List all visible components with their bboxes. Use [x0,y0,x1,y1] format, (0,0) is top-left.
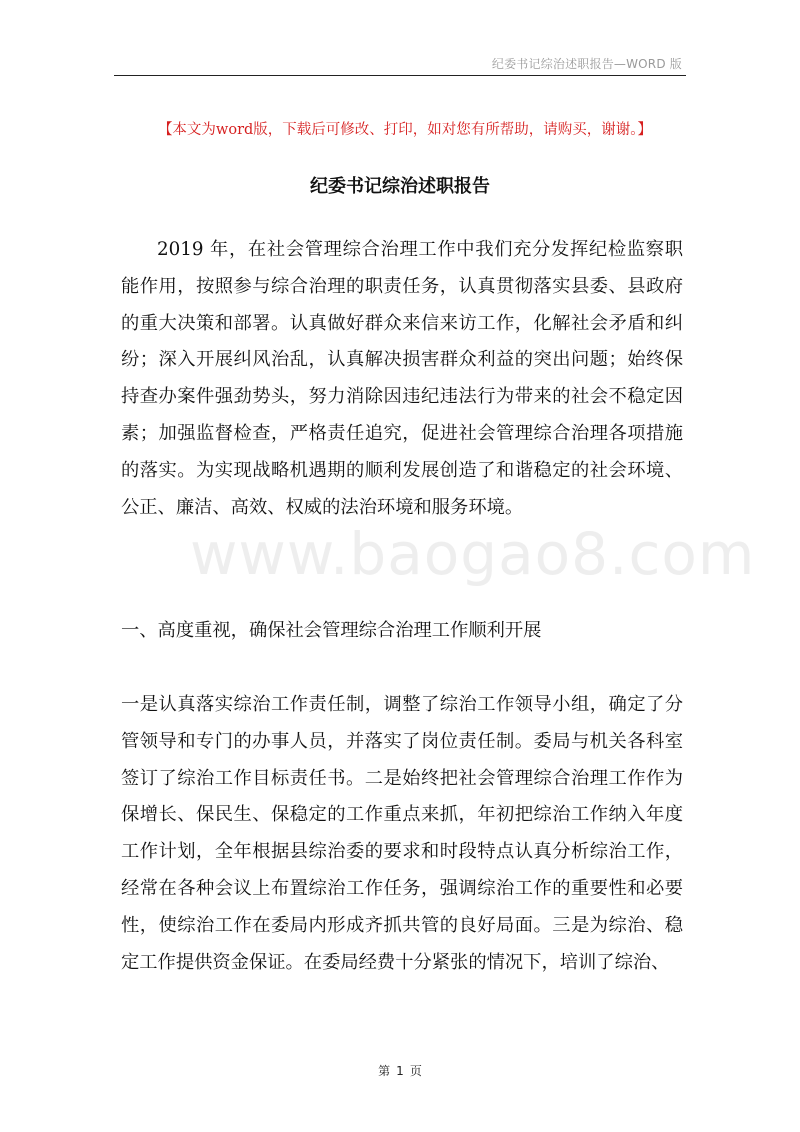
page-number-suffix: 页 [409,1064,422,1078]
page-number-prefix: 第 [378,1064,391,1078]
document-title: 纪委书记综治述职报告 [310,176,490,197]
watermark: www.baogao8.com [190,520,756,588]
purchase-notice: 【本文为word版，下载后可修改、打印，如对您有所帮助，请购买，谢谢。】 [157,122,653,138]
body-paragraph-intro: 2019 年，在社会管理综合治理工作中我们充分发挥纪检监察职能作用，按照参与综合治理的职责任务，认真贯彻落实县委、县政府的重大决策和部署。认真做好群众来信来访工作，化解社会矛盾和纠纷；深入开展纠风治乱，认真解决损害群众利益的突出问题；始终保持查办案件强劲势头，努力消除因违纪违法行为带来的社会不稳定因素；加强监督检查，严格责任追究，促进社会管理综合治理各项措施的落实。为实现战略机遇期的顺利发展创造了和谐稳定的社会环境、公正、廉洁、高效、权威的法治环境和服务环境。 [121,239,683,518]
header-divider [114,75,686,76]
page-footer [0,1062,800,1079]
page-number: 1 [396,1064,404,1078]
running-header: 纪委书记综治述职报告—WORD 版 [491,57,682,71]
body-paragraph-section-1: 一是认真落实综治工作责任制，调整了综治工作领导小组，确定了分管领导和专门的办事人员，并落实了岗位责任制。委局与机关各科室签订了综治工作目标责任书。二是始终把社会管理综合治理工作作为保增长、保民生、保稳定的工作重点来抓，年初把综治工作纳入年度工作计划，全年根据县综治委的要求和时段特点认真分析综治工作，经常在各种会议上布置综治工作任务，强调综治工作的重要性和必要性，使综治工作在委局内形成齐抓共管的良好局面。三是为综治、稳定工作提供资金保证。在委局经费十分紧张的情况下，培训了综治、 [121,694,683,973]
section-heading-1: 一、高度重视，确保社会管理综合治理工作顺利开展 [121,620,542,641]
